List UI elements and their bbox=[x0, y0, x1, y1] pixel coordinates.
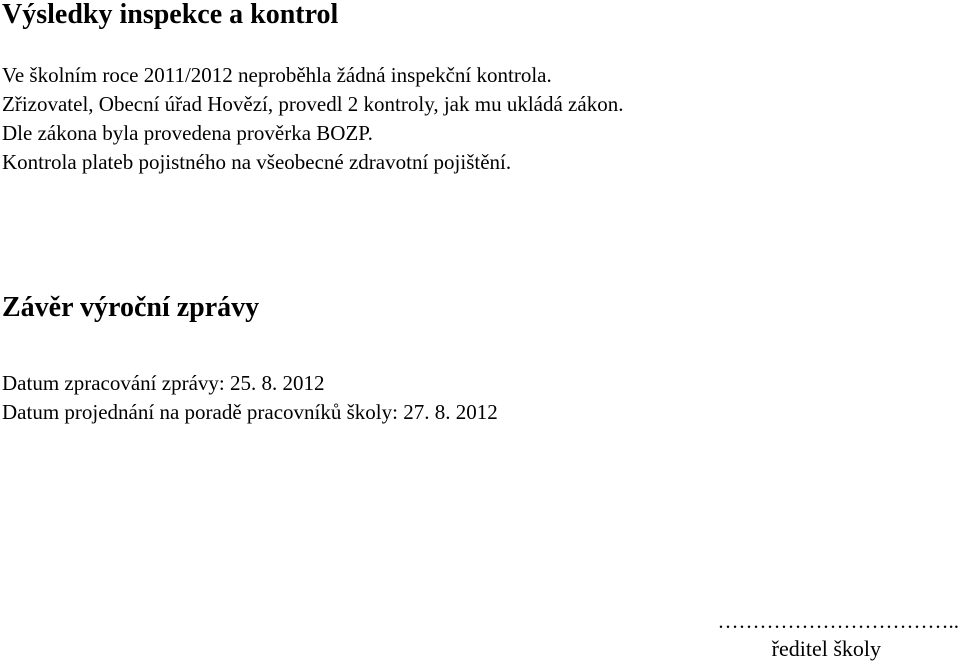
text-line: Dle zákona byla provedena prověrka BOZP. bbox=[2, 121, 373, 145]
section-heading-conclusion: Závěr výroční zprávy bbox=[2, 292, 260, 323]
text-line: Ve školním roce 2011/2012 neproběhla žádná inspekční kontrola. bbox=[2, 63, 552, 87]
signature-dotted-line: …………………………….. bbox=[717, 609, 959, 633]
signature-label: ředitel školy bbox=[771, 636, 881, 661]
text-line: Zřizovatel, Obecní úřad Hovězí, provedl 2 kontroly, jak mu ukládá zákon. bbox=[2, 92, 624, 116]
discussion-date-line: Datum projednání na poradě pracovníků školy: 27. 8. 2012 bbox=[2, 400, 498, 424]
inspection-paragraph bbox=[2, 61, 623, 177]
text-line: Kontrola plateb pojistného na všeobecné zdravotní pojištění. bbox=[2, 150, 512, 174]
section-heading-inspection: Výsledky inspekce a kontrol bbox=[2, 0, 339, 30]
dates-paragraph bbox=[2, 369, 498, 427]
processing-date-line: Datum zpracování zprávy: 25. 8. 2012 bbox=[2, 371, 325, 395]
